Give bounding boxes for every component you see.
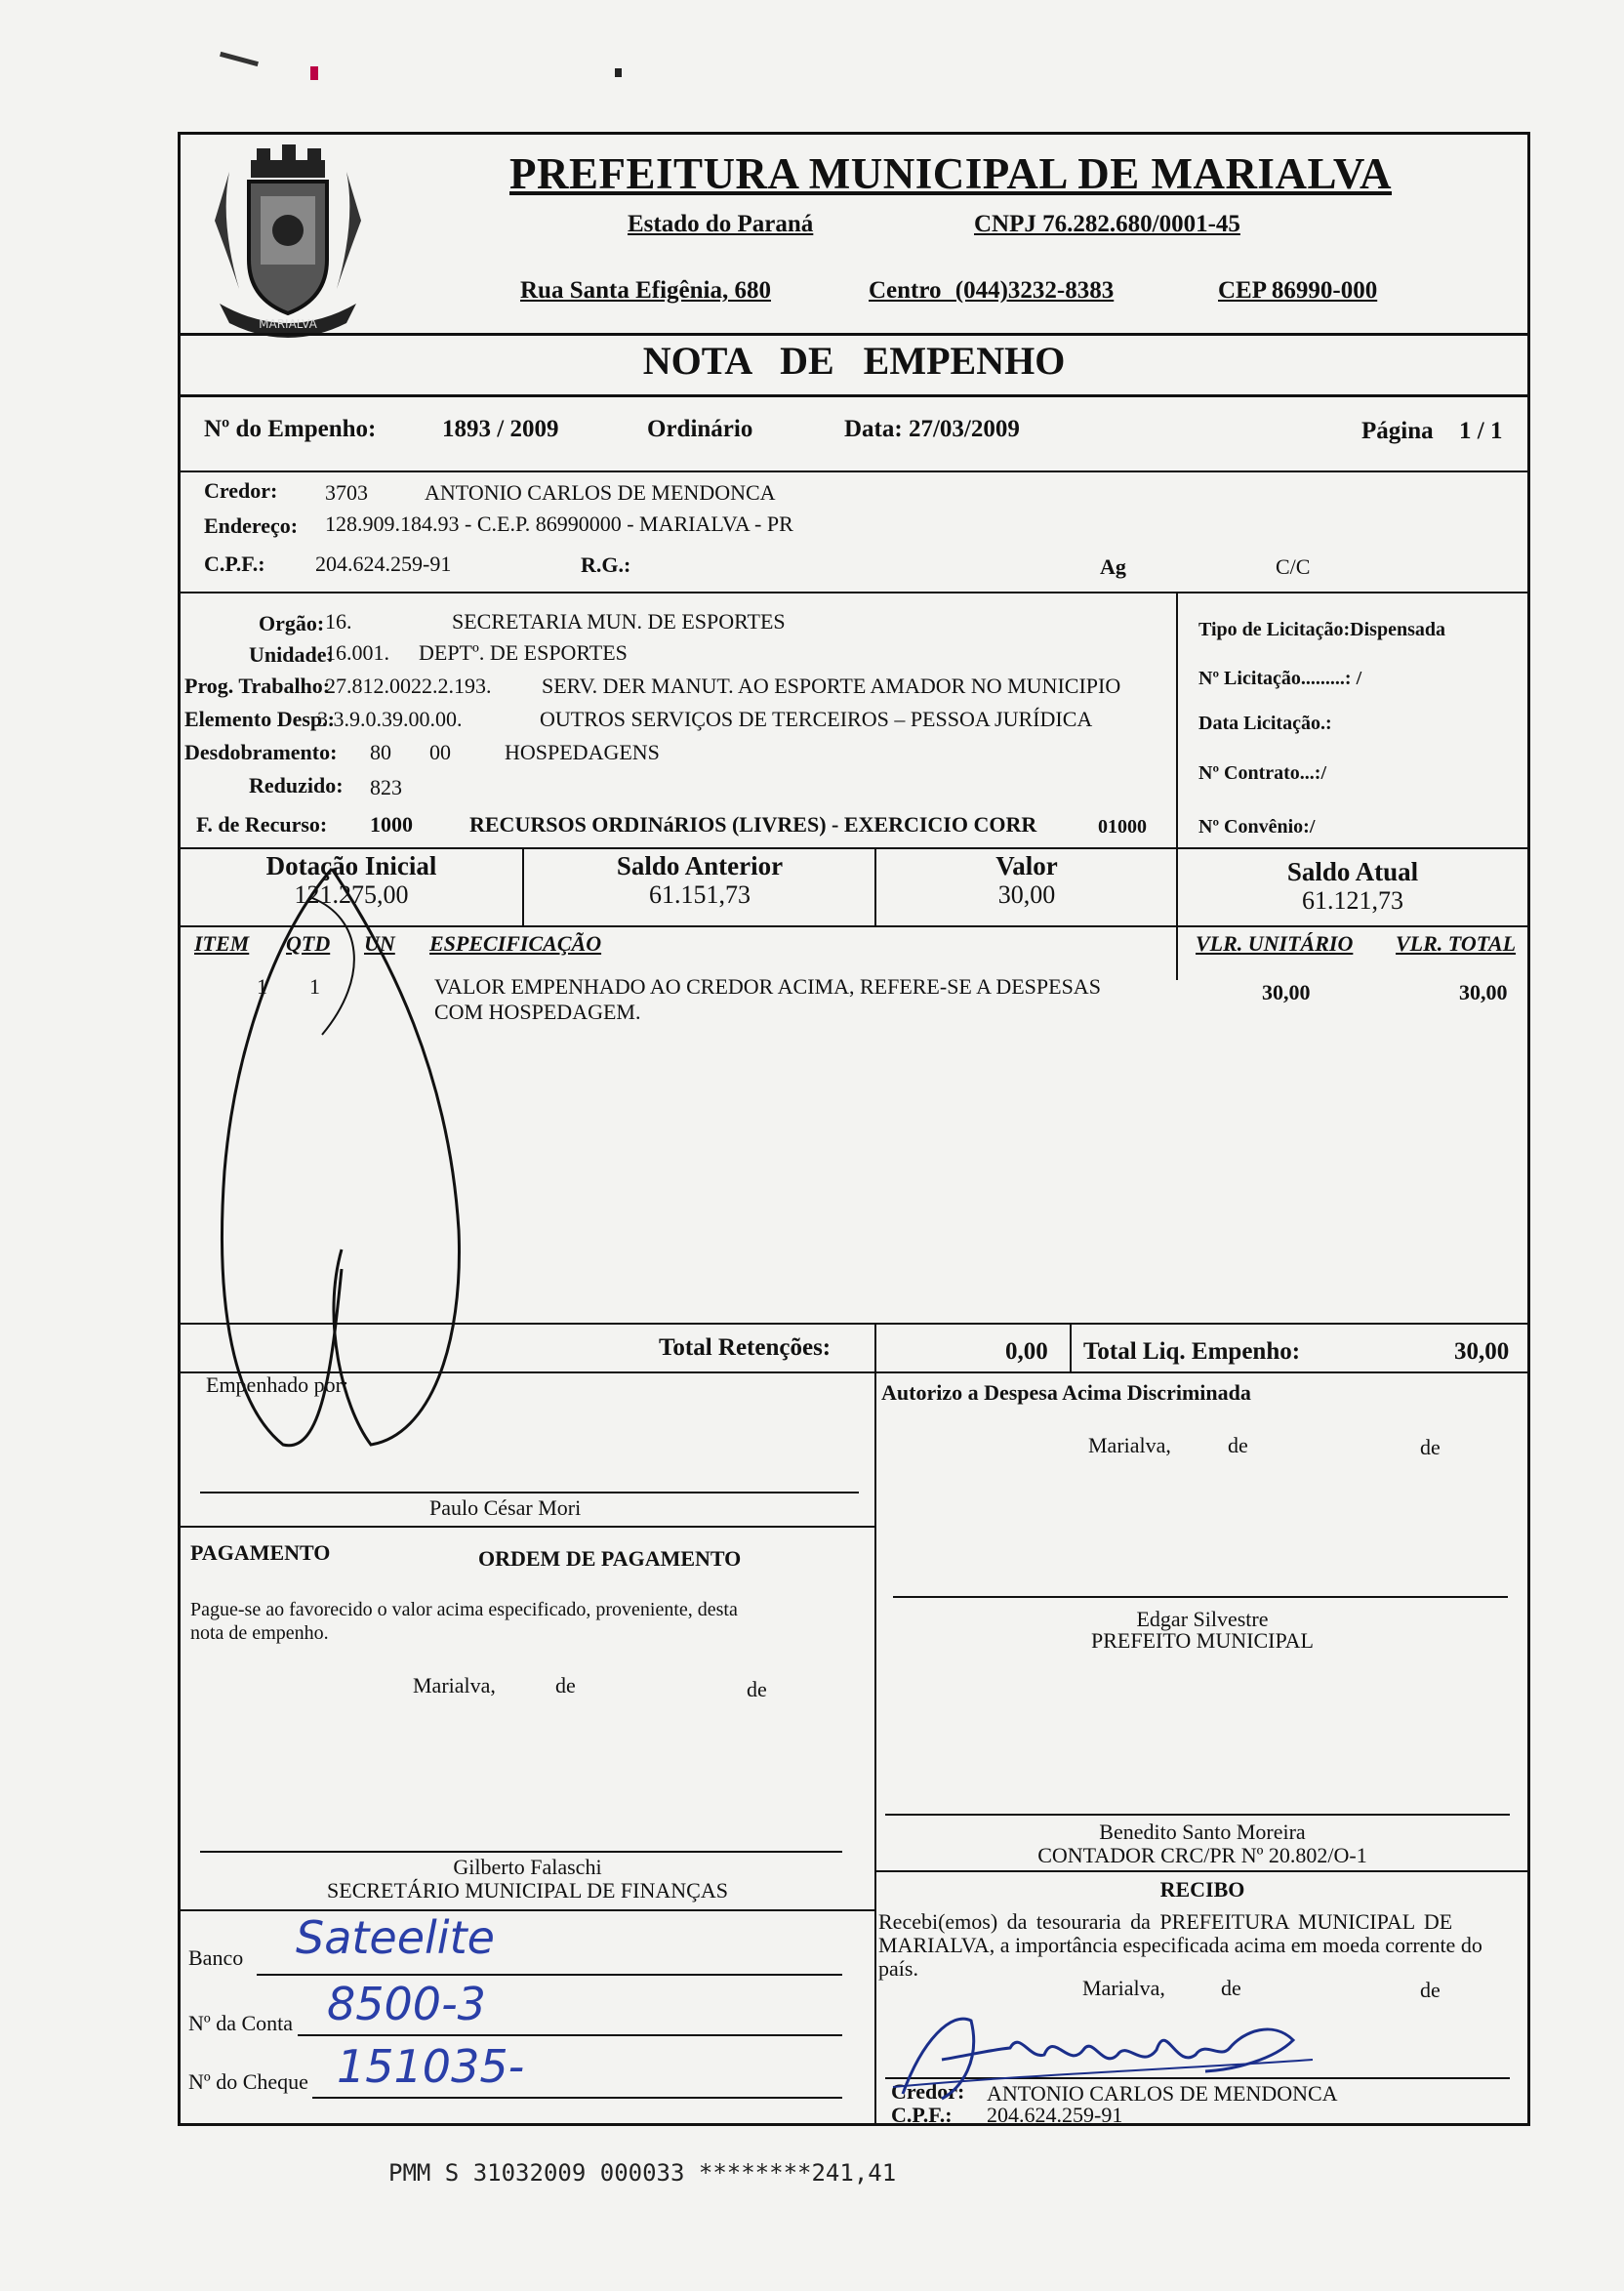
numero-licitacao: Nº Licitação.........: / [1198, 668, 1362, 689]
recurso-label: F. de Recurso: [196, 812, 328, 837]
valor-label: Valor [995, 851, 1058, 880]
saldo-atual-value: 61.121,73 [1302, 886, 1403, 915]
empenhado-por-label: Empenhado por: [206, 1372, 349, 1397]
numero-convenio: Nº Convênio:/ [1198, 816, 1316, 838]
elemento-code: 3.3.9.0.39.00.00. [317, 707, 463, 731]
svg-text:MARIALVA: MARIALVA [259, 317, 317, 331]
divider [1070, 1323, 1072, 1371]
saldo-anterior-value: 61.151,73 [649, 880, 751, 909]
municipal-coat-of-arms-icon [200, 143, 376, 348]
cheque-value: 151035- [337, 2040, 525, 2093]
col-header-vlr-unit: VLR. UNITÁRIO [1196, 931, 1354, 956]
prog-label: Prog. Trabalho: [184, 674, 331, 698]
header-address: Rua Santa Efigênia, 680 [520, 277, 771, 304]
col-header-un: UN [364, 931, 395, 956]
data-licitacao: Data Licitação.: [1198, 713, 1332, 734]
conta-label: Nº da Conta [188, 2011, 294, 2035]
prog-code: 27.812.0022.2.193. [325, 674, 492, 698]
col-header-item: ITEM [194, 931, 250, 956]
cheque-label: Nº do Cheque [188, 2069, 308, 2094]
col-header-qtd: QTD [286, 931, 331, 956]
tipo-licitacao: Tipo de Licitação:Dispensada [1198, 619, 1445, 640]
divider [874, 1371, 876, 2123]
row-spec-line1: VALOR EMPENHADO AO CREDOR ACIMA, REFERE-SE A DESPESAS [434, 974, 1101, 999]
page-number: 1 / 1 [1459, 418, 1503, 444]
cpf-label: C.P.F.: [204, 552, 265, 576]
numero-contrato: Nº Contrato...:/ [1198, 762, 1327, 784]
recibo-city: Marialva, [1082, 1976, 1165, 2000]
unidade-label: Unidade: [249, 642, 334, 667]
header-cnpj: CNPJ 76.282.680/0001-45 [974, 211, 1240, 237]
payment-stamp: PMM S 31032009 000033 ********241,41 [388, 2159, 897, 2187]
pague-text-line1: Pague-se ao favorecido o valor acima especificado, proveniente, desta [190, 1599, 738, 1620]
contador-name: Benedito Santo Moreira [1099, 1820, 1306, 1844]
autorizo-de2: de [1420, 1435, 1441, 1459]
header-cep: CEP 86990-000 [1218, 277, 1378, 304]
pague-de2: de [747, 1677, 767, 1701]
divider [181, 1526, 874, 1528]
empenho-label: Nº do Empenho: [204, 416, 377, 442]
credor-label: Credor: [204, 478, 278, 503]
autorizo-text: Autorizo a Despesa Acima Discriminada [881, 1380, 1251, 1405]
elemento-name: OUTROS SERVIÇOS DE TERCEIROS – PESSOA JURÍDICA [540, 707, 1093, 731]
divider [874, 1323, 876, 1371]
rg-label: R.G.: [581, 552, 631, 577]
pague-city: Marialva, [413, 1673, 496, 1698]
empenho-number: 1893 / 2009 [442, 416, 559, 442]
divider [1176, 592, 1178, 980]
empenho-type: Ordinário [647, 416, 753, 442]
col-header-spec: ESPECIFICAÇÃO [429, 931, 602, 956]
desdobramento-name: HOSPEDAGENS [505, 740, 660, 764]
ag-label: Ag [1100, 554, 1126, 579]
recibo-text-line2: MARIALVA, a importância especificada acima em moeda corrente do [878, 1933, 1482, 1957]
orgao-label: Orgão: [259, 611, 325, 635]
autorizo-city: Marialva, [1088, 1433, 1171, 1457]
recibo-text-line1: Recebi(emos) da tesouraria da PREFEITURA MUNICIPAL DE [878, 1909, 1453, 1934]
pague-de1: de [555, 1673, 576, 1698]
recibo-de2: de [1420, 1978, 1441, 2002]
desdobramento-code1: 80 [370, 740, 391, 764]
orgao-name: SECRETARIA MUN. DE ESPORTES [452, 609, 786, 634]
banco-value: Sateelite [296, 1911, 495, 1964]
header-title: PREFEITURA MUNICIPAL DE MARIALVA [509, 149, 1393, 198]
dotacao-value: 121.275,00 [294, 880, 409, 909]
header-state: Estado do Paraná [628, 211, 814, 237]
scan-speck [615, 68, 622, 77]
prefeito-title: PREFEITO MUNICIPAL [1091, 1628, 1314, 1653]
recibo-de1: de [1221, 1976, 1241, 2000]
signature-line [200, 1851, 842, 1853]
header-district-phone: Centro (044)3232-8383 [869, 277, 1115, 304]
unidade-code: 16.001. [325, 640, 389, 665]
elemento-label: Elemento Desp.: [184, 707, 335, 731]
recurso-code2: 01000 [1098, 816, 1147, 838]
banco-label: Banco [188, 1945, 244, 1970]
reduzido-label: Reduzido: [249, 773, 344, 798]
credor-name: ANTONIO CARLOS DE MENDONCA [425, 480, 776, 505]
page-label: Página [1361, 418, 1434, 444]
saldo-atual-label: Saldo Atual [1286, 857, 1419, 886]
divider [181, 847, 1527, 849]
recibo-heading: RECIBO [1159, 1877, 1245, 1902]
divider [181, 592, 1527, 593]
prog-name: SERV. DER MANUT. AO ESPORTE AMADOR NO MUNICIPIO [542, 674, 1121, 698]
desdobramento-label: Desdobramento: [184, 740, 338, 764]
prefeito-name: Edgar Silvestre [1136, 1607, 1269, 1631]
divider [874, 1870, 1527, 1872]
desdobramento-code2: 00 [429, 740, 451, 764]
empenhado-por-name: Paulo César Mori [429, 1495, 582, 1520]
secretario-title: SECRETÁRIO MUNICIPAL DE FINANÇAS [327, 1878, 728, 1902]
recurso-code: 1000 [370, 812, 413, 837]
pague-text-line2: nota de empenho. [190, 1622, 329, 1644]
divider [181, 394, 1527, 397]
total-retencoes-label: Total Retenções: [659, 1334, 832, 1361]
recibo-credor-label: Credor: [891, 2079, 965, 2104]
credor-code: 3703 [325, 480, 368, 505]
row-spec-line2: COM HOSPEDAGEM. [434, 1000, 641, 1024]
col-header-vlr-total: VLR. TOTAL [1396, 931, 1517, 956]
scan-speck [310, 66, 318, 80]
row-qtd: 1 [309, 974, 320, 999]
unidade-name: DEPTº. DE ESPORTES [419, 640, 628, 665]
recibo-cpf: 204.624.259-91 [987, 2103, 1123, 2127]
credor-cpf: 204.624.259-91 [315, 552, 452, 576]
ordem-pagamento-heading: ORDEM DE PAGAMENTO [478, 1546, 742, 1571]
pagamento-heading: PAGAMENTO [190, 1540, 331, 1565]
contador-title: CONTADOR CRC/PR Nº 20.802/O-1 [1037, 1843, 1367, 1867]
total-retencoes-value: 0,00 [1005, 1338, 1048, 1365]
conta-value: 8500-3 [327, 1978, 486, 2030]
row-item: 1 [257, 974, 267, 999]
orgao-code: 16. [325, 609, 352, 634]
field-line [257, 1974, 842, 1976]
row-total-value: 30,00 [1459, 980, 1508, 1004]
empenho-date: Data: 27/03/2009 [844, 416, 1020, 442]
divider [181, 1909, 874, 1911]
credor-signature [883, 2001, 1332, 2108]
dotacao-label: Dotação Inicial [265, 851, 437, 880]
recibo-credor-name: ANTONIO CARLOS DE MENDONCA [987, 2081, 1338, 2106]
cc-label: C/C [1276, 554, 1311, 579]
field-line [312, 2097, 842, 2099]
valor-value: 30,00 [997, 880, 1056, 909]
doc-title: NOTA DE EMPENHO [642, 339, 1066, 383]
total-liq-value: 30,00 [1454, 1338, 1510, 1365]
row-unit-value: 30,00 [1262, 980, 1311, 1004]
credor-address: 128.909.184.93 - C.E.P. 86990000 - MARIALVA - PR [325, 511, 793, 536]
total-liq-label: Total Liq. Empenho: [1083, 1338, 1301, 1365]
signature-line [885, 1814, 1510, 1816]
signature-line [893, 1596, 1508, 1598]
field-line [298, 2034, 842, 2036]
divider [181, 470, 1527, 472]
address-label: Endereço: [204, 513, 299, 538]
autorizo-de1: de [1228, 1433, 1248, 1457]
saldo-anterior-label: Saldo Anterior [616, 851, 784, 880]
scan-speck [220, 52, 259, 66]
signature-line [200, 1492, 859, 1493]
handwritten-initial-stroke [195, 859, 468, 1464]
divider [181, 333, 1527, 336]
recurso-name: RECURSOS ORDINáRIOS (LIVRES) - EXERCICIO CORR [469, 812, 1037, 837]
reduzido-code: 823 [370, 775, 402, 799]
secretario-name: Gilberto Falaschi [453, 1855, 602, 1879]
recibo-text-line3: país. [878, 1956, 918, 1981]
recibo-cpf-label: C.P.F.: [891, 2103, 953, 2127]
